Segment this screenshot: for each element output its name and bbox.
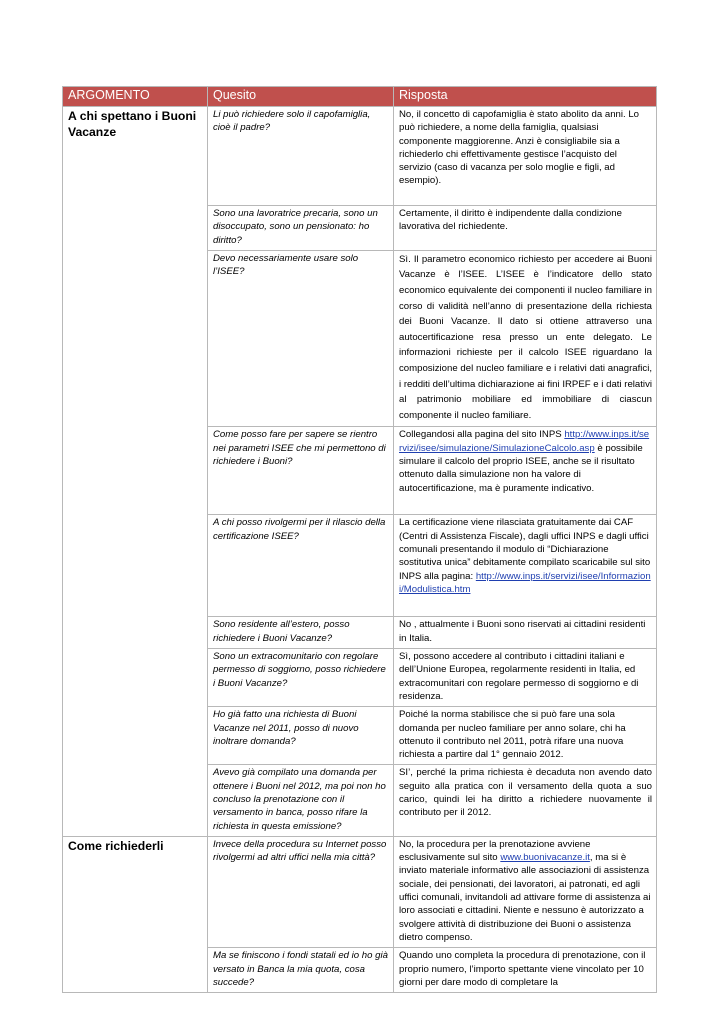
question-cell: Sono una lavoratrice precaria, sono un disoccupato, sono un pensionato: ho diritto? [208,206,394,251]
question-cell: Li può richiedere solo il capofamiglia, cioè il padre? [208,107,394,206]
question-cell: A chi posso rivolgermi per il rilascio della certificazione ISEE? [208,515,394,617]
answer-cell: No , attualmente i Buoni sono riservati ai cittadini residenti in Italia. [394,617,657,649]
section-title: A chi spettano i Buoni Vacanze [63,107,208,837]
section-title: Come richiederli [63,836,208,992]
inps-simulation-link[interactable]: http://www.inps.it/servizi/isee/simulazione/SimulazioneCalcolo.asp [399,429,650,454]
answer-cell [394,515,657,617]
answer-text: è possibile simulare il calcolo del proprio ISEE, anche se il risultato ottenuto dalla simulazione non ha valore di autocertificazione, ma è puramente indicativo. [399,442,643,494]
answer-cell: No, il concetto di capofamiglia è stato abolito da anni. Lo può richiedere, a nome della famiglia, qualsiasi componente maggiorenne. Anzi è consigliabile sia a richiederlo chi effettivamente gestisce l’acquisto del servizio (caso di vacanza per solo moglie e figli, ad esempio). [394,107,657,206]
question-cell: Sono residente all’estero, posso richiedere i Buoni Vacanze? [208,617,394,649]
inps-modulistica-link[interactable]: http://www.inps.it/servizi/isee/Informazioni/Modulistica.htm [399,570,651,595]
answer-text: No, la procedura per la prenotazione avviene esclusivamente sul sito [399,838,591,864]
answer-cell: Certamente, il diritto è indipendente dalla condizione lavorativa del richiedente. [394,206,657,251]
question-cell: Avevo già compilato una domanda per ottenere i Buoni nel 2012, ma poi non ho concluso la prenotazione con il versamento in banca, posso rifare la richiesta in questa emissione? [208,765,394,836]
answer-cell: Sì, possono accedere al contributo i cittadini italiani e dell’Unione Europea, regolarmente residenti in Italia, ed extracomunitari con regolare permesso di soggiorno e di residenza. [394,649,657,707]
answer-cell: Poiché la norma stabilisce che si può fare una sola domanda per nucleo familiare per anno solare, chi ha ottenuto il contributo nel 2011, potrà rifare una nuova richiesta a partire dal 1° gennaio 2012. [394,707,657,765]
question-cell: Ma se finiscono i fondi statali ed io ho già versato in Banca la mia quota, cosa succede? [208,948,394,993]
answer-cell: SI’, perché la prima richiesta è decaduta non avendo dato seguito alla pratica con il versamento della quota a suo carico, quindi lei ha diritto a richiedere nuovamente il contributo per il 2012. [394,765,657,836]
answer-text: Collegandosi alla pagina del sito INPS [399,429,562,441]
answer-cell: Quando uno completa la procedura di prenotazione, con il proprio numero, l’importo spettante viene vincolato per 10 giorni per dare modo di completare la [394,948,657,993]
header-risposta: Risposta [394,87,657,107]
answer-cell: Sì. Il parametro economico richiesto per accedere ai Buoni Vacanze è l’ISEE. L’ISEE è l’indicatore dello stato economico equivalente dei componenti il nucleo familiare in corso di validità nell’anno di presentazione della richiesta dei Buoni Vacanze. Il dato si ottiene attraverso una autocertificazione resa presso un ente delegato. Le informazioni richieste per il calcolo ISEE riguardano la composizione del nucleo familiare e i relativi dati anagrafici, i redditi dell’ultima dichiarazione ai fini IRPEF e i dati relativi al patrimonio mobiliare ed immobiliare di ciascun componente il nucleo familiare. [394,250,657,427]
answer-cell [394,836,657,947]
table-row [63,107,657,206]
table-header-row [63,87,657,107]
question-cell: Sono un extracomunitario con regolare permesso di soggiorno, posso richiedere i Buoni Vacanze? [208,649,394,707]
question-cell: Devo necessariamente usare solo l’ISEE? [208,250,394,427]
buonivacanze-link[interactable]: www.buonivacanze.it [500,852,590,864]
question-cell: Invece della procedura su Internet posso rivolgermi ad altri uffici nella mia città? [208,836,394,947]
question-cell: Come posso fare per sapere se rientro nei parametri ISEE che mi permettono di richiedere i Buoni? [208,427,394,515]
header-quesito: Quesito [208,87,394,107]
header-argomento: ARGOMENTO [63,87,208,107]
question-cell: Ho già fatto una richiesta di Buoni Vacanze nel 2011, posso di nuovo inoltrare domanda? [208,707,394,765]
answer-cell [394,427,657,515]
answer-text: , ma si è inviato materiale informativo alle associazioni di assistenza sociale, dei pensionati, dei lavoratori, ai patronati, ed agli uffici comunali, invitandoli ad attivare forme di assistenza ai loro associati e cittadini. Niente e nessuno è autorizzato a svolgere attività di distribuzione dei Buoni o assistenza dietro compenso. [399,852,651,943]
table-row [63,836,657,947]
faq-table [62,86,657,993]
answer-text: La certificazione viene rilasciata gratuitamente dai CAF (Centri di Assistenza Fiscale), dagli uffici INPS e dagli uffici comunali presentando il modulo di “Dichiarazione sostitutiva unica” debitamente compilato scaricabile sul sito INPS alla pagina: [399,517,651,582]
